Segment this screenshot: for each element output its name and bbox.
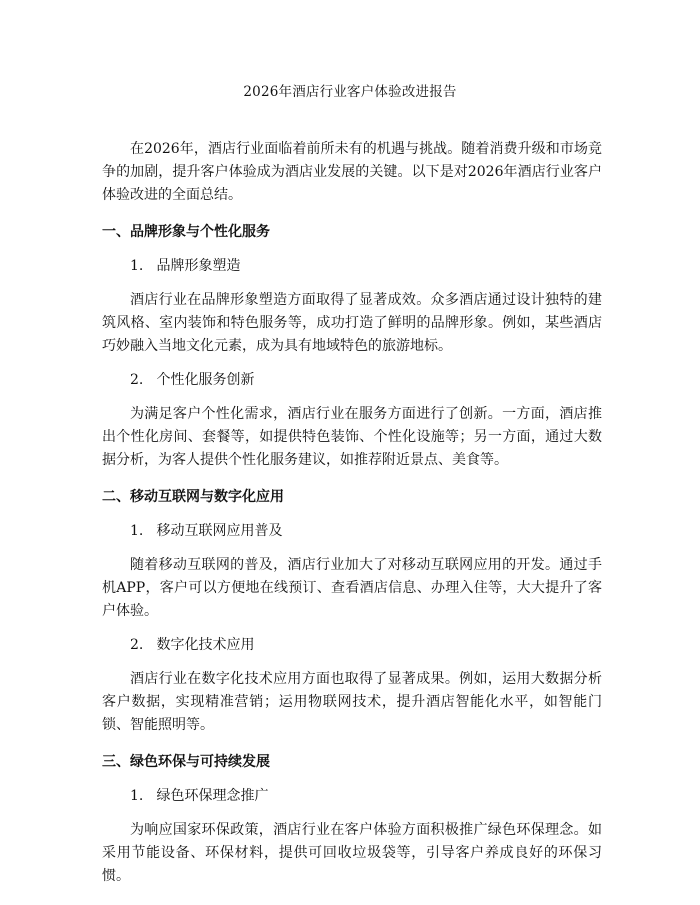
subsection-title: 数字化技术应用 xyxy=(156,637,255,653)
subsection-number: 2. xyxy=(130,637,144,653)
subsection-paragraph-1-1: 酒店行业在品牌形象塑造方面取得了显著成效。众多酒店通过设计独特的建筑风格、室内装饰和特色服务等，成功打造了鲜明的品牌形象。例如，某些酒店巧妙融入当地文化元素，成为具有地域特色的旅游地标。 xyxy=(102,292,602,354)
subsection-heading-2-1 xyxy=(102,520,602,543)
subsection-paragraph-2-1: 随着移动互联网的普及，酒店行业加大了对移动互联网应用的开发。通过手机APP，客户可以方便地在线预订、查看酒店信息、办理入住等，大大提升了客户体验。 xyxy=(102,557,602,619)
subsection-number: 1. xyxy=(130,788,144,804)
subsection-title: 绿色环保理念推广 xyxy=(156,788,269,804)
section-heading-2: 二、移动互联网与数字化应用 xyxy=(102,489,284,505)
intro-paragraph: 在2026年，酒店行业面临着前所未有的机遇与挑战。随着消费升级和市场竞争的加剧，提升客户体验成为酒店业发展的关键。以下是对2026年酒店行业客户体验改进的全面总结。 xyxy=(102,141,602,203)
section-heading-3: 三、绿色环保与可持续发展 xyxy=(102,754,270,770)
subsection-paragraph-2-2: 酒店行业在数字化技术应用方面也取得了显著成果。例如，运用大数据分析客户数据，实现精准营销；运用物联网技术，提升酒店智能化水平，如智能门锁、智能照明等。 xyxy=(102,671,602,733)
subsection-heading-3-1 xyxy=(102,785,602,808)
subsection-title: 个性化服务创新 xyxy=(156,372,255,388)
subsection-paragraph-3-1: 为响应国家环保政策，酒店行业在客户体验方面积极推广绿色环保理念。如采用节能设备、环保材料，提供可回收垃圾袋等，引导客户养成良好的环保习惯。 xyxy=(102,822,602,884)
section-heading-1: 一、品牌形象与个性化服务 xyxy=(102,224,270,240)
subsection-number: 1. xyxy=(130,258,144,274)
subsection-title: 品牌形象塑造 xyxy=(156,258,241,274)
subsection-heading-1-2 xyxy=(102,369,602,392)
subsection-number: 1. xyxy=(130,523,144,539)
document-title: 2026年酒店行业客户体验改进报告 xyxy=(243,84,457,100)
document-body xyxy=(102,138,602,899)
subsection-heading-2-2 xyxy=(102,634,602,657)
subsection-title: 移动互联网应用普及 xyxy=(156,523,283,539)
subsection-paragraph-1-2: 为满足客户个性化需求，酒店行业在服务方面进行了创新。一方面，酒店推出个性化房间、套餐等，如提供特色装饰、个性化设施等；另一方面，通过大数据分析，为客人提供个性化服务建议，如推荐附近景点、美食等。 xyxy=(102,406,602,468)
subsection-heading-1-1 xyxy=(102,255,602,278)
subsection-number: 2. xyxy=(130,372,144,388)
